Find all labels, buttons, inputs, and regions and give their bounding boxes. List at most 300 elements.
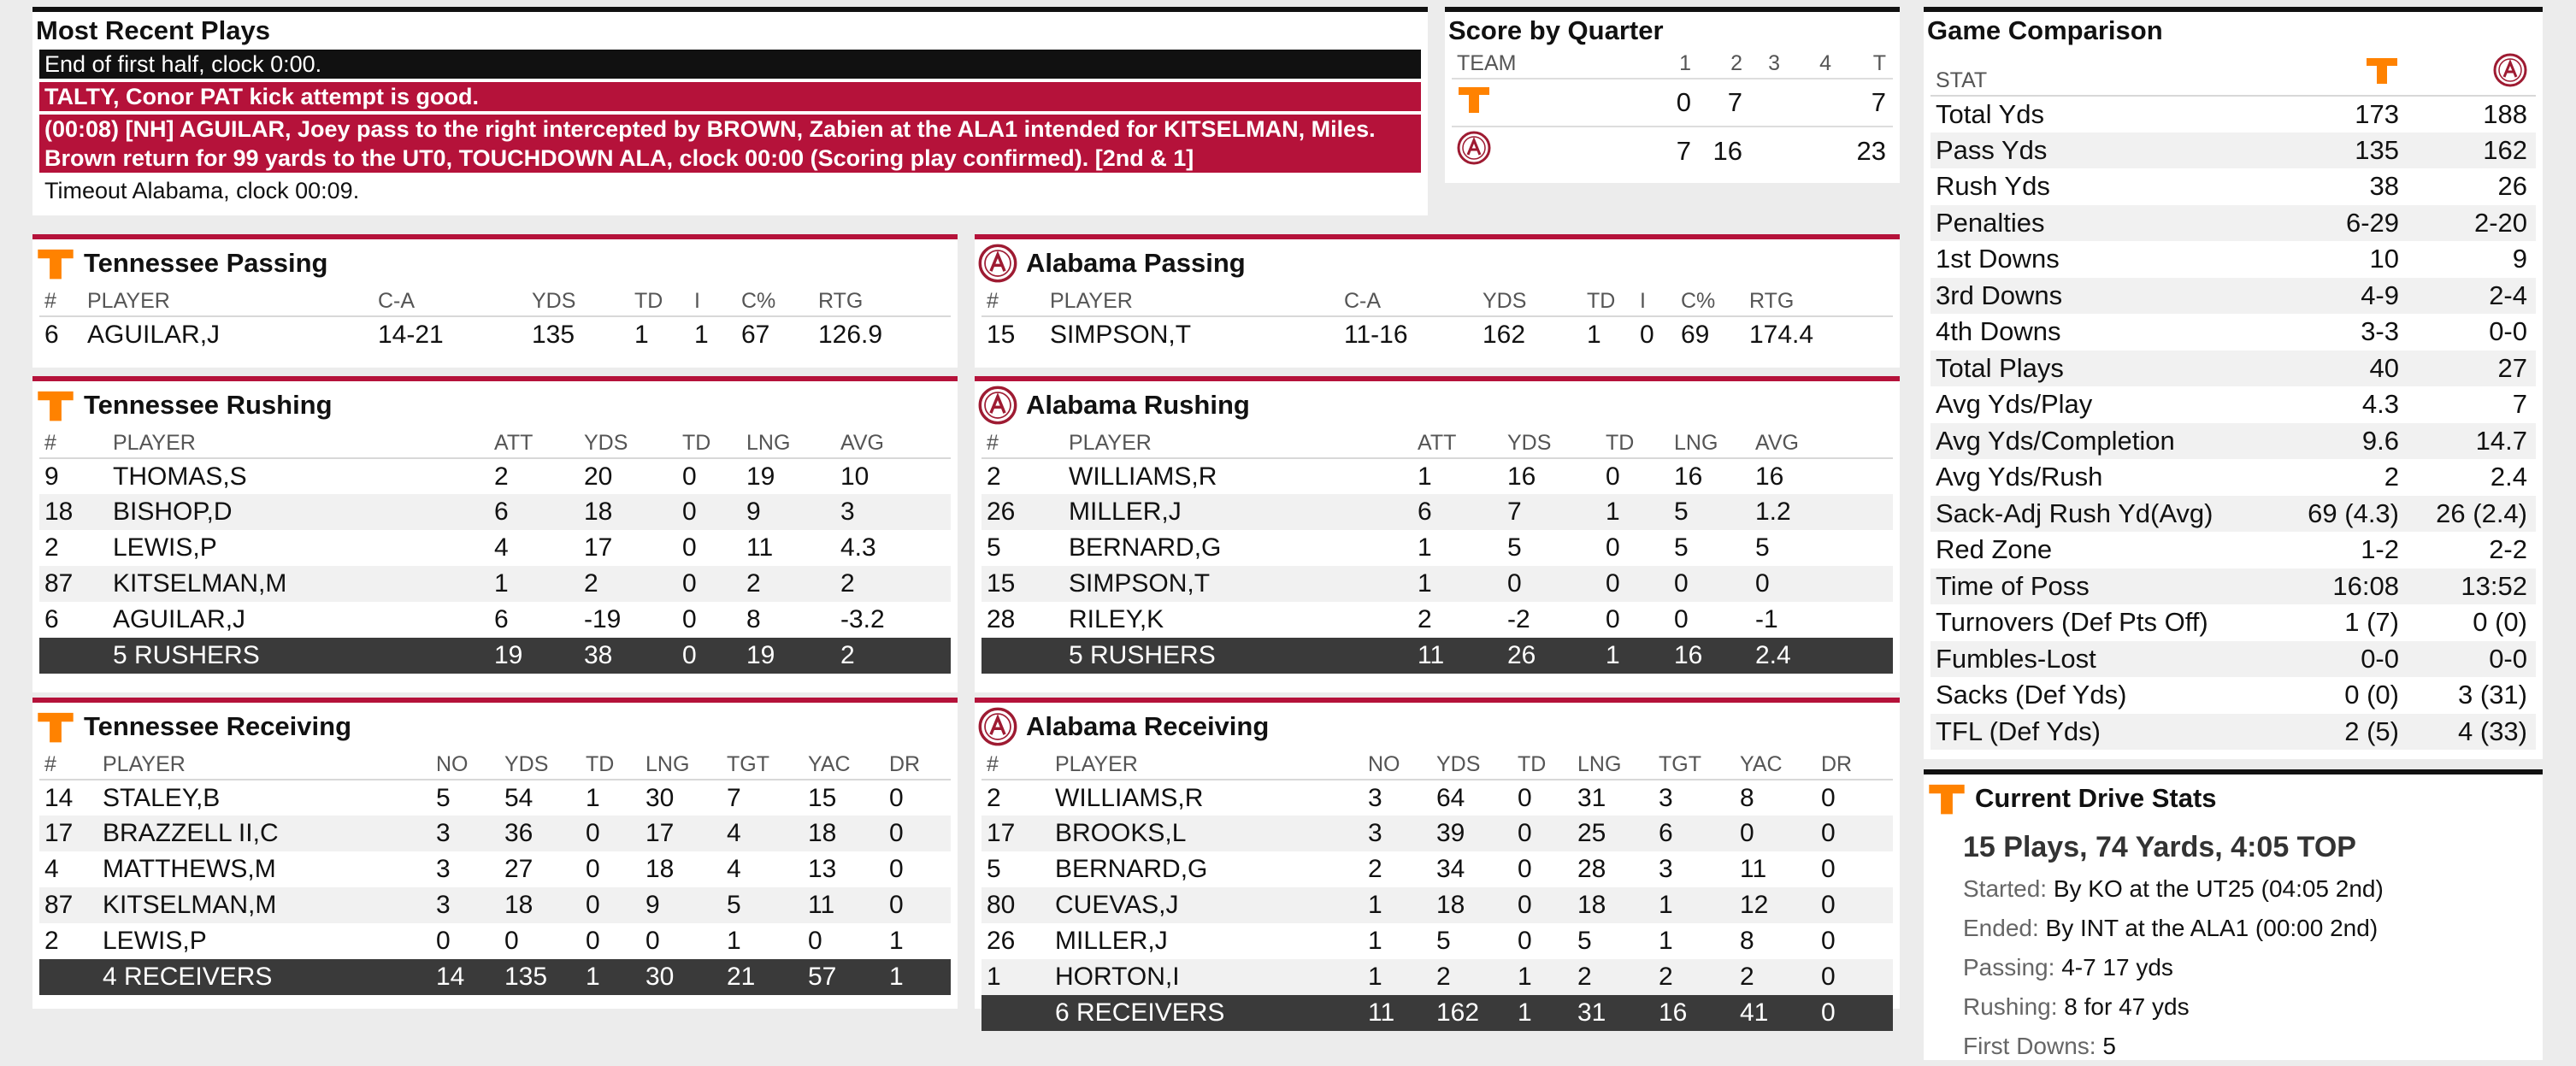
col-alabama (2408, 50, 2536, 96)
table-cell: 17 (584, 533, 613, 562)
col-header: TGT (1653, 751, 1735, 780)
score-by-quarter-title: Score by Quarter (1448, 15, 1664, 45)
col-header: C% (1676, 287, 1744, 316)
table-cell: 3 (1363, 816, 1431, 851)
col-header: I (689, 287, 736, 316)
tennessee-rushing-header (32, 381, 958, 429)
alabama-receiving-header (975, 703, 1900, 751)
table-cell: -2 (1507, 605, 1530, 633)
table-cell: 6 (44, 320, 59, 349)
table-cell: 18 (579, 494, 677, 530)
table-cell: 6 (494, 605, 509, 633)
table-cell: 5 (987, 855, 1001, 883)
power-t-icon (36, 386, 75, 425)
total-cell: 1 (581, 959, 640, 995)
play-item: TALTY, Conor PAT kick attempt is good. (39, 82, 1421, 111)
table-cell: 9 (741, 494, 835, 530)
stat-name: 4th Downs (1936, 316, 2061, 347)
alabama-value: 2-20 (2408, 205, 2536, 242)
total-cell: 26 (1502, 638, 1600, 674)
comparison-row (1931, 168, 2536, 205)
alabama-passing-title: Alabama Passing (1026, 248, 1246, 278)
table-cell: 1.2 (1750, 494, 1893, 530)
table-cell: 20 (584, 462, 613, 491)
table-cell: 4 (727, 855, 741, 883)
tennessee-value: 4.3 (2361, 389, 2399, 420)
table-cell: MILLER,J (1064, 494, 1412, 530)
table-cell: THOMAS,S (113, 462, 247, 491)
col-header: I (1635, 287, 1676, 316)
col-header: YDS (1477, 287, 1582, 316)
table-cell: BERNARD,G (1055, 855, 1208, 883)
table-cell: 5 (436, 783, 451, 812)
alabama-value: 9 (2512, 244, 2527, 274)
game-comparison-title: Game Comparison (1927, 15, 2163, 45)
alabama-value: 162 (2408, 133, 2536, 169)
comparison-row (1931, 241, 2536, 278)
col-header: YDS (499, 751, 581, 780)
col-header: # (981, 429, 1064, 458)
table-cell: 6 (1653, 816, 1735, 851)
table-cell: 0 (1606, 605, 1620, 633)
stat-name: TFL (Def Yds) (1931, 714, 2272, 751)
score-cell: 7 (1691, 79, 1742, 127)
table-cell: 0 (884, 887, 951, 923)
col-header: TD (1512, 751, 1572, 780)
col-header: YDS (527, 287, 629, 316)
total-cell: 135 (499, 959, 581, 995)
drive-stats-title: Current Drive Stats (1975, 783, 2217, 813)
table-cell: 9 (44, 462, 59, 491)
col-header: NO (431, 751, 499, 780)
table-cell: STALEY,B (103, 783, 221, 812)
tennessee-value: 40 (2272, 350, 2408, 387)
table-cell: 2 (44, 927, 59, 955)
script-a-icon (1457, 131, 1491, 165)
col-header: # (39, 429, 108, 458)
table-cell: 0 (1606, 462, 1620, 491)
table-cell: 6 (1412, 494, 1502, 530)
col-header: TD (677, 429, 741, 458)
table-cell: BROOKS,L (1050, 816, 1363, 851)
table-cell: 2 (741, 566, 835, 602)
score-cell (1742, 127, 1780, 174)
total-cell: 57 (803, 959, 884, 995)
table-cell: 1 (1412, 566, 1502, 602)
alabama-receiving-panel (975, 698, 1900, 1027)
recent-plays-panel (32, 7, 1428, 215)
score-cell: 0 (1631, 79, 1691, 127)
col-header: YDS (579, 429, 677, 458)
comparison-row (1931, 532, 2536, 568)
stat-name: Time of Poss (1931, 568, 2272, 605)
table-cell: 8 (1740, 927, 1754, 955)
table-cell: 0 (682, 462, 697, 491)
tennessee-passing-table (39, 287, 951, 352)
col-header: LNG (640, 751, 722, 780)
comparison-row (1931, 205, 2536, 242)
total-cell: 5 RUSHERS (108, 638, 489, 674)
stat-name: 1st Downs (1936, 244, 2060, 274)
table-cell: 0 (1518, 855, 1532, 883)
tennessee-receiving-table (39, 751, 951, 995)
tennessee-value: 4-9 (2272, 278, 2408, 315)
table-cell: 0 (586, 927, 600, 955)
stat-name: Total Plays (1931, 350, 2272, 387)
col-header: YAC (1735, 751, 1816, 780)
tennessee-passing-header (32, 239, 958, 287)
table-cell: 28 (1577, 855, 1606, 883)
recent-plays-title: Most Recent Plays (36, 15, 270, 45)
table-cell: 1 (1653, 887, 1735, 923)
stat-name: Pass Yds (1931, 133, 2272, 169)
table-row (39, 602, 951, 638)
drive-stats-panel (1924, 769, 2543, 1060)
tennessee-value: 0-0 (2272, 641, 2408, 678)
table-cell: 18 (803, 816, 884, 851)
col-header: C-A (1339, 287, 1477, 316)
table-cell: 9 (640, 887, 722, 923)
table-cell: 0 (677, 566, 741, 602)
table-cell: 5 (1674, 533, 1689, 562)
table-row (39, 566, 951, 602)
comparison-row (1931, 604, 2536, 641)
table-cell: 2 (987, 783, 1001, 812)
table-cell: 67 (741, 320, 770, 349)
table-cell: 2 (1418, 605, 1432, 633)
alabama-value: 7 (2512, 389, 2527, 420)
tennessee-value: 2 (2384, 462, 2399, 492)
tennessee-receiving-title: Tennessee Receiving (84, 711, 352, 741)
table-cell: 1 (634, 320, 649, 349)
table-row (39, 458, 951, 494)
table-cell: 26 (987, 927, 1016, 955)
table-row (981, 602, 1893, 638)
col-header: NO (1363, 751, 1431, 780)
table-cell: 8 (1740, 783, 1754, 812)
table-cell: 8 (746, 605, 761, 633)
drive-line (1924, 869, 2543, 909)
table-cell: 5 (1507, 533, 1522, 562)
table-cell: 5 (1577, 927, 1592, 955)
tennessee-rushing-panel (32, 376, 958, 692)
score-cell (1742, 79, 1780, 127)
total-cell: 30 (640, 959, 722, 995)
total-cell: 11 (1412, 638, 1502, 674)
table-cell: 15 (981, 566, 1064, 602)
table-cell: 1 (1363, 887, 1431, 923)
table-cell: 1 (889, 927, 904, 955)
col-header: C% (736, 287, 813, 316)
comparison-row (1931, 96, 2536, 133)
total-cell: 1 (884, 959, 951, 995)
col-header: YDS (1502, 429, 1600, 458)
total-cell: 1 (1600, 638, 1669, 674)
table-cell: BISHOP,D (108, 494, 489, 530)
comparison-row (1931, 459, 2536, 496)
total-cell: 5 RUSHERS (1064, 638, 1412, 674)
stat-name: Sacks (Def Yds) (1936, 680, 2127, 710)
table-cell: 2 (1431, 959, 1512, 995)
table-cell: 0 (1518, 927, 1532, 955)
col-header: # (981, 287, 1045, 316)
table-row (39, 530, 951, 566)
alabama-value: 2.4 (2490, 462, 2527, 492)
table-cell: 54 (504, 783, 533, 812)
table-row (1452, 127, 1893, 174)
team-logo (1452, 79, 1631, 127)
drive-line-label: Started: (1963, 875, 2048, 902)
table-cell: 4 (722, 816, 803, 851)
comparison-row (1931, 496, 2536, 533)
col-header: RTG (1744, 287, 1893, 316)
total-cell: 14 (431, 959, 499, 995)
table-cell: 1 (694, 320, 709, 349)
table-cell: 0 (682, 533, 697, 562)
table-cell: 36 (499, 816, 581, 851)
col-header: PLAYER (97, 751, 431, 780)
table-cell: 16 (1755, 462, 1784, 491)
stat-name: Fumbles-Lost (1931, 641, 2272, 678)
table-cell: SIMPSON,T (1064, 566, 1412, 602)
col-header: PLAYER (1050, 751, 1363, 780)
col-header: YAC (803, 751, 884, 780)
score-cell: 16 (1691, 127, 1742, 174)
table-cell: 15 (808, 783, 837, 812)
table-cell: -3.2 (840, 605, 885, 633)
drive-line (1924, 909, 2543, 948)
drive-line-label: Ended: (1963, 915, 2039, 941)
comparison-row (1931, 714, 2536, 751)
tennessee-value: 1-2 (2361, 534, 2399, 565)
col-header: TGT (722, 751, 803, 780)
table-cell: 18 (645, 855, 675, 883)
table-cell: 4 (494, 533, 509, 562)
table-row (981, 923, 1893, 959)
table-row (981, 494, 1893, 530)
alabama-value: 2-2 (2489, 534, 2527, 565)
tennessee-value: 135 (2272, 133, 2408, 169)
power-t-icon (1457, 82, 1491, 116)
drive-line-value: By KO at the UT25 (04:05 2nd) (2053, 875, 2384, 902)
table-cell: 64 (1436, 783, 1465, 812)
comparison-row (1931, 278, 2536, 315)
table-row (981, 458, 1893, 494)
drive-stats-header (1924, 774, 2543, 822)
table-cell: 17 (640, 816, 722, 851)
drive-lines (1924, 869, 2543, 1066)
col-header: AVG (835, 429, 951, 458)
table-cell: MATTHEWS,M (103, 855, 276, 883)
table-cell: 0 (1606, 533, 1620, 562)
col-header: ATT (1412, 429, 1502, 458)
play-item: End of first half, clock 0:00. (39, 50, 1421, 79)
table-cell: 0 (1735, 816, 1816, 851)
power-t-icon (36, 707, 75, 746)
table-cell: 2 (835, 566, 951, 602)
table-cell: 1 (1600, 494, 1669, 530)
stat-name: Total Yds (1936, 98, 2044, 129)
table-cell: 26 (981, 494, 1064, 530)
table-cell: 2 (1368, 855, 1382, 883)
col-header: RTG (813, 287, 951, 316)
drive-line-value: 5 (2102, 1033, 2116, 1059)
drive-line-value: 4-7 17 yds (2061, 954, 2173, 981)
alabama-receiving-table (981, 751, 1893, 1031)
table-cell: 4.3 (840, 533, 876, 562)
comparison-row (1931, 133, 2536, 169)
col-header: TD (629, 287, 689, 316)
drive-line-label: Passing: (1963, 954, 2055, 981)
table-cell: 3 (1659, 855, 1673, 883)
table-cell: WILLIAMS,R (1069, 462, 1217, 491)
table-cell: 25 (1572, 816, 1653, 851)
alabama-value: 188 (2483, 98, 2527, 129)
total-cell: 41 (1735, 995, 1816, 1031)
table-cell: 0 (1750, 566, 1893, 602)
table-row (39, 851, 951, 887)
table-row (39, 923, 951, 959)
total-cell: 2.4 (1750, 638, 1893, 674)
table-row (981, 316, 1893, 352)
table-cell: 2 (1572, 959, 1653, 995)
table-cell: 80 (981, 887, 1050, 923)
alabama-value: 0 (0) (2473, 607, 2527, 638)
col-header: # (981, 751, 1050, 780)
table-cell: 0 (889, 855, 904, 883)
table-cell: 5 (722, 887, 803, 923)
table-cell: 12 (1735, 887, 1816, 923)
table-cell: 1 (1368, 927, 1382, 955)
col-stat: STAT (1931, 50, 2272, 96)
table-cell: 15 (987, 320, 1016, 349)
total-cell: 1 (1512, 995, 1572, 1031)
stat-name: Rush Yds (1936, 171, 2050, 202)
power-t-icon (2365, 53, 2399, 87)
drive-line (1924, 987, 2543, 1027)
drive-line (1924, 948, 2543, 987)
comparison-row (1931, 350, 2536, 387)
alabama-passing-header (975, 239, 1900, 287)
table-cell: 87 (39, 566, 108, 602)
total-cell: 11 (1363, 995, 1431, 1031)
comparison-row (1931, 386, 2536, 423)
alabama-value: 2-4 (2408, 278, 2536, 315)
tennessee-receiving-panel (32, 698, 958, 1009)
power-t-icon (36, 244, 75, 283)
table-cell: 7 (1502, 494, 1600, 530)
table-row (981, 816, 1893, 851)
total-cell: 162 (1431, 995, 1512, 1031)
score-cell (1780, 127, 1831, 174)
total-cell: 4 RECEIVERS (97, 959, 431, 995)
total-row (981, 995, 1893, 1031)
table-cell: AGUILAR,J (87, 320, 221, 349)
table-cell: 11 (746, 533, 774, 562)
table-cell: 5 (987, 533, 1001, 562)
col-header: LNG (741, 429, 835, 458)
alabama-value: 0-0 (2489, 316, 2527, 347)
table-cell: 6 (44, 605, 59, 633)
col-header: DR (884, 751, 951, 780)
table-cell: 2 (494, 462, 509, 491)
table-cell: 0 (436, 927, 451, 955)
tennessee-value: 16:08 (2272, 568, 2408, 605)
table-cell: 0 (504, 927, 519, 955)
total-cell: 16 (1669, 638, 1750, 674)
table-cell: 18 (499, 887, 581, 923)
alabama-rushing-panel (975, 376, 1900, 692)
comparison-row (1931, 677, 2536, 714)
col-q1: 1 (1679, 51, 1691, 75)
table-cell: 31 (1577, 783, 1606, 812)
table-cell: 1 (1363, 959, 1431, 995)
alabama-value: 26 (2497, 171, 2527, 202)
table-cell: 1 (489, 566, 579, 602)
total-cell: 19 (489, 638, 579, 674)
table-cell: 3 (1659, 783, 1673, 812)
table-cell: 135 (532, 320, 575, 349)
table-cell: 14-21 (378, 320, 444, 349)
score-total: 23 (1831, 127, 1893, 174)
tennessee-value: 9.6 (2272, 423, 2408, 460)
table-cell: 5 (1669, 494, 1750, 530)
table-cell: 11 (803, 887, 884, 923)
total-cell: 19 (741, 638, 835, 674)
table-cell: 11 (1740, 855, 1767, 883)
table-cell: 0 (884, 816, 951, 851)
script-a-icon (978, 707, 1017, 746)
tennessee-rushing-title: Tennessee Rushing (84, 390, 333, 420)
total-cell: 21 (722, 959, 803, 995)
table-cell: 17 (39, 816, 97, 851)
table-cell: 0 (677, 494, 741, 530)
total-cell: 31 (1572, 995, 1653, 1031)
col-q2: 2 (1730, 51, 1742, 75)
col-header: TD (1582, 287, 1635, 316)
table-cell: 1 (727, 927, 741, 955)
table-row (39, 494, 951, 530)
table-cell: KITSELMAN,M (108, 566, 489, 602)
table-cell: CUEVAS,J (1050, 887, 1363, 923)
table-cell: 1 (981, 959, 1050, 995)
table-cell: 1 (586, 783, 600, 812)
table-cell: 5 (1755, 533, 1770, 562)
table-cell: 0 (1816, 959, 1893, 995)
total-cell (39, 959, 97, 995)
drive-line-label: Rushing: (1963, 993, 2058, 1020)
table-cell: 0 (808, 927, 822, 955)
score-cell (1780, 79, 1831, 127)
col-header: YDS (1431, 751, 1512, 780)
play-item: Timeout Alabama, clock 00:09. (44, 178, 360, 203)
comparison-row (1931, 568, 2536, 605)
score-table (1452, 50, 1893, 174)
total-cell: 2 (835, 638, 951, 674)
total-cell: 0 (1816, 995, 1893, 1031)
table-cell: 16 (1507, 462, 1536, 491)
stat-name: Avg Yds/Rush (1936, 462, 2103, 492)
table-cell: 7 (727, 783, 741, 812)
alabama-value: 14.7 (2408, 423, 2536, 460)
table-cell: 30 (645, 783, 675, 812)
table-cell: HORTON,I (1050, 959, 1363, 995)
comparison-table (1931, 50, 2536, 750)
alabama-rushing-header (975, 381, 1900, 429)
table-cell: 0 (581, 887, 640, 923)
alabama-rushing-table (981, 429, 1893, 674)
table-row (981, 780, 1893, 816)
